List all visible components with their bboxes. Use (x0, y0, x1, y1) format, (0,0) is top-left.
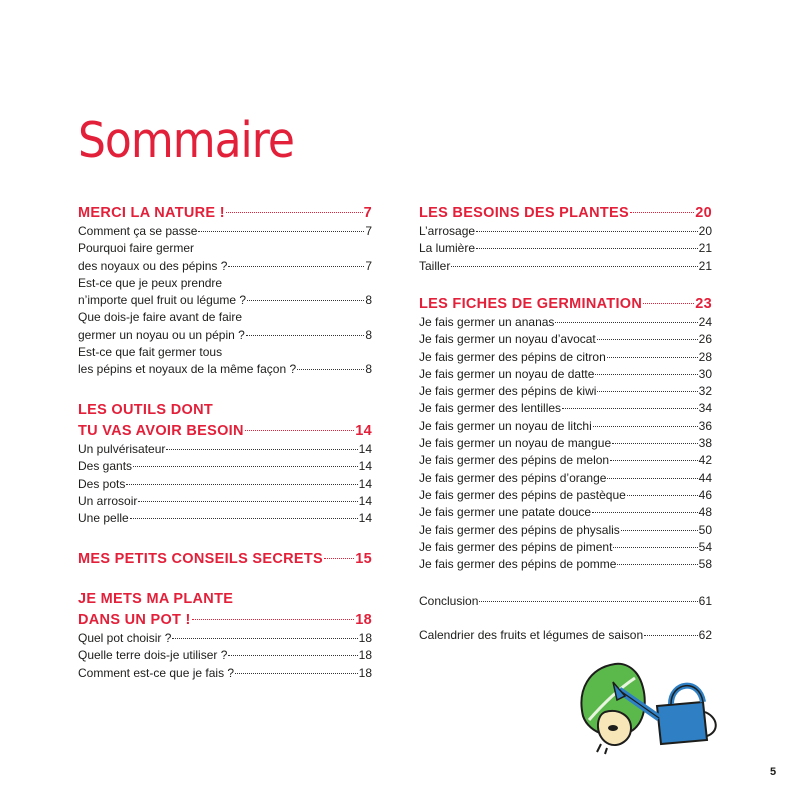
toc-section-conseils (78, 550, 372, 569)
toc-entry[interactable] (78, 223, 372, 240)
toc-entry-label: Comment ça se passe (78, 224, 198, 238)
dot-leader (612, 443, 698, 444)
dot-leader (597, 339, 698, 340)
toc-entry[interactable] (78, 258, 372, 275)
dot-leader (247, 300, 364, 301)
toc-entry-page: 44 (698, 470, 712, 485)
toc-entry[interactable] (78, 327, 372, 344)
toc-entry-label: Une pelle (78, 511, 129, 526)
toc-entry-page: 14 (358, 476, 372, 491)
toc-entry-label: les pépins et noyaux de la même façon ? (78, 362, 297, 377)
toc-entry[interactable] (78, 344, 372, 361)
toc-entry-label: Comment est-ce que je fais ? (78, 665, 235, 680)
toc-entry-label: Des pots (78, 476, 126, 491)
dot-leader (562, 408, 698, 409)
toc-entry-label: Un pulvérisateur (78, 442, 166, 456)
toc-entry[interactable] (419, 349, 712, 366)
toc-entry-page: 20 (698, 224, 712, 238)
toc-entry-page: 46 (698, 487, 712, 502)
dot-leader (555, 322, 697, 323)
toc-entry[interactable] (419, 331, 712, 348)
dot-leader (613, 547, 697, 548)
dot-leader (610, 460, 698, 461)
toc-entry[interactable] (78, 309, 372, 326)
toc-entry[interactable] (419, 539, 712, 556)
toc-entry-label: Je fais germer des pépins de citron (419, 349, 606, 364)
toc-entry[interactable] (78, 441, 372, 458)
toc-section-heading[interactable]: MERCI LA NATURE ! 7 (78, 205, 372, 221)
toc-entry-page: 7 (365, 224, 372, 238)
dot-leader (198, 231, 364, 232)
toc-entry-label: Je fais germer un noyau d’avocat (419, 332, 596, 347)
toc-entry-label: Je fais germer un noyau de litchi (419, 418, 592, 433)
dot-leader (595, 374, 697, 375)
toc-entry-page: 14 (358, 493, 372, 508)
toc-entry-page: 58 (698, 557, 712, 572)
dot-leader (235, 673, 358, 674)
toc-section-heading-line: JE METS MA PLANTE (78, 591, 234, 607)
toc-entry-label: Quel pot choisir ? (78, 631, 172, 645)
toc-entry-page: 36 (698, 418, 712, 433)
toc-entry-list (419, 223, 712, 275)
toc-entry[interactable] (419, 314, 712, 331)
toc-section-heading[interactable]: DANS UN POT ! 18 (78, 612, 372, 628)
toc-entry[interactable] (419, 240, 712, 257)
dot-leader (621, 530, 698, 531)
toc-entry[interactable] (78, 647, 372, 664)
toc-entry-page: 18 (358, 665, 372, 680)
dot-leader (228, 266, 364, 267)
dot-leader (246, 335, 365, 336)
toc-entry[interactable] (419, 383, 712, 400)
apple-half-icon (597, 711, 631, 754)
toc-entry-label: Un arrosoir (78, 493, 138, 508)
toc-entry-label: Que dois-je faire avant de faire (78, 310, 243, 325)
toc-entry-label: Je fais germer des pépins d’orange (419, 470, 607, 485)
toc-entry-page: 26 (698, 332, 712, 347)
dot-leader (592, 512, 698, 513)
dot-leader (126, 484, 357, 485)
toc-entry-label: Je fais germer des pépins de physalis (419, 522, 620, 537)
toc-entry-page: 30 (698, 366, 712, 381)
toc-entry-page: 48 (698, 505, 712, 520)
toc-entry-page: 32 (698, 384, 712, 399)
toc-entry[interactable] (78, 240, 372, 257)
dot-leader (172, 638, 357, 639)
toc-entry-page: 8 (365, 362, 372, 377)
toc-section-heading[interactable]: MES PETITS CONSEILS SECRETS 15 (78, 551, 372, 567)
toc-section-besoins (419, 204, 712, 275)
toc-entry-page: 21 (698, 241, 712, 256)
toc-entry-label: Je fais germer des pépins de kiwi (419, 384, 597, 399)
toc-entry-page: 54 (698, 539, 712, 554)
toc-entry-page: 34 (698, 401, 712, 416)
toc-section-heading[interactable]: LES FICHES DE GERMINATION 23 (419, 296, 712, 312)
toc-entry-page: 14 (358, 511, 372, 526)
toc-entry-label: Je fais germer des lentilles (419, 401, 562, 416)
toc-entry-label: L’arrosage (419, 224, 476, 238)
toc-entry-page: 8 (365, 327, 372, 342)
toc-entry[interactable] (419, 522, 712, 539)
toc-entry[interactable] (419, 470, 712, 487)
toc-entry-page: 38 (698, 436, 712, 451)
page-title: Sommaire (78, 112, 294, 170)
toc-entry-label: Je fais germer des pépins de piment (419, 539, 613, 554)
toc-entry-label: La lumière (419, 241, 476, 256)
toc-entry-label: germer un noyau ou un pépin ? (78, 327, 245, 342)
toc-entry[interactable]: Conclusion 61 (419, 594, 712, 608)
toc-entry-label: Des gants (78, 459, 133, 474)
toc-section-calendrier (419, 627, 712, 644)
dot-leader (451, 266, 697, 267)
toc-entry-label: Est-ce que fait germer tous (78, 345, 223, 360)
page-number: 5 (770, 766, 777, 778)
toc-entry-page: 7 (365, 258, 372, 273)
toc-entry[interactable] (78, 493, 372, 510)
toc-entry-page: 18 (358, 631, 372, 645)
toc-entry[interactable] (419, 223, 712, 240)
toc-entry-list (78, 441, 372, 527)
toc-entry-page: 14 (358, 442, 372, 456)
toc-entry[interactable] (78, 665, 372, 682)
illustration (575, 660, 725, 755)
toc-entry-list (78, 223, 372, 379)
toc-entry-page: 24 (698, 315, 712, 329)
toc-entry-label: Je fais germer des pépins de pomme (419, 557, 617, 572)
dot-leader (476, 231, 698, 232)
dot-leader (593, 426, 698, 427)
toc-entry[interactable] (419, 452, 712, 469)
toc-entry-list (78, 630, 372, 682)
dot-leader (138, 501, 357, 502)
toc-section-merci-la-nature (78, 204, 372, 379)
toc-entry-page: 28 (698, 349, 712, 364)
toc-entry-label: des noyaux ou des pépins ? (78, 258, 228, 273)
toc-entry[interactable] (78, 510, 372, 527)
toc-section-heading-line: LES OUTILS DONT (78, 402, 213, 418)
toc-entry[interactable] (419, 435, 712, 452)
toc-section-outils (78, 401, 372, 527)
toc-entry[interactable] (419, 366, 712, 383)
toc-entry[interactable] (419, 418, 712, 435)
toc-entry[interactable] (78, 275, 372, 292)
toc-entry-page: 50 (698, 522, 712, 537)
dot-leader (297, 369, 364, 370)
toc-entry-page: 8 (365, 293, 372, 308)
toc-section-plante (78, 590, 372, 682)
toc-entry-label: Je fais germer des pépins de melon (419, 453, 610, 468)
toc-entry-label: Quelle terre dois-je utiliser ? (78, 648, 228, 663)
toc-entry[interactable] (78, 361, 372, 378)
toc-entry-label: n’importe quel fruit ou légume ? (78, 293, 247, 308)
toc-entry[interactable] (419, 556, 712, 573)
toc-entry[interactable] (419, 504, 712, 521)
dot-leader (476, 248, 698, 249)
dot-leader (617, 564, 697, 565)
dot-leader (607, 357, 698, 358)
toc-section-heading[interactable]: TU VAS AVOIR BESOIN 14 (78, 423, 372, 439)
dot-leader (228, 655, 357, 656)
toc-entry-label: Je fais germer un noyau de datte (419, 366, 595, 381)
toc-entry[interactable] (78, 630, 372, 647)
toc-entry-label: Je fais germer une patate douce (419, 505, 592, 520)
toc-section-conclusion (419, 593, 712, 610)
toc-entry-page: 21 (698, 258, 712, 273)
toc-entry-page: 18 (358, 648, 372, 663)
toc-entry[interactable] (78, 476, 372, 493)
toc-entry-label: Est-ce que je peux prendre (78, 275, 223, 290)
toc-entry-label: Je fais germer des pépins de pastèque (419, 487, 626, 502)
toc-entry[interactable] (78, 292, 372, 309)
dot-leader (597, 391, 697, 392)
toc-section-germination (419, 295, 712, 573)
dot-leader (627, 495, 698, 496)
toc-entry-label: Tailler (419, 258, 451, 273)
toc-entry[interactable]: Calendrier des fruits et légumes de saison 62 (419, 628, 712, 642)
toc-entry[interactable] (419, 258, 712, 275)
dot-leader (607, 478, 697, 479)
toc-section-heading[interactable]: LES BESOINS DES PLANTES 20 (419, 205, 712, 221)
toc-entry-page: 14 (358, 459, 372, 474)
toc-entry-label: Pourquoi faire germer (78, 241, 195, 256)
dot-leader (166, 449, 357, 450)
toc-entry[interactable] (78, 458, 372, 475)
toc-entry-label: Je fais germer un ananas (419, 315, 555, 329)
dot-leader (130, 518, 358, 519)
dot-leader (133, 466, 358, 467)
toc-entry[interactable] (419, 487, 712, 504)
toc-entry[interactable] (419, 400, 712, 417)
toc-entry-list (419, 314, 712, 573)
toc-entry-page: 42 (698, 453, 712, 468)
toc-entry-label: Je fais germer un noyau de mangue (419, 436, 612, 451)
